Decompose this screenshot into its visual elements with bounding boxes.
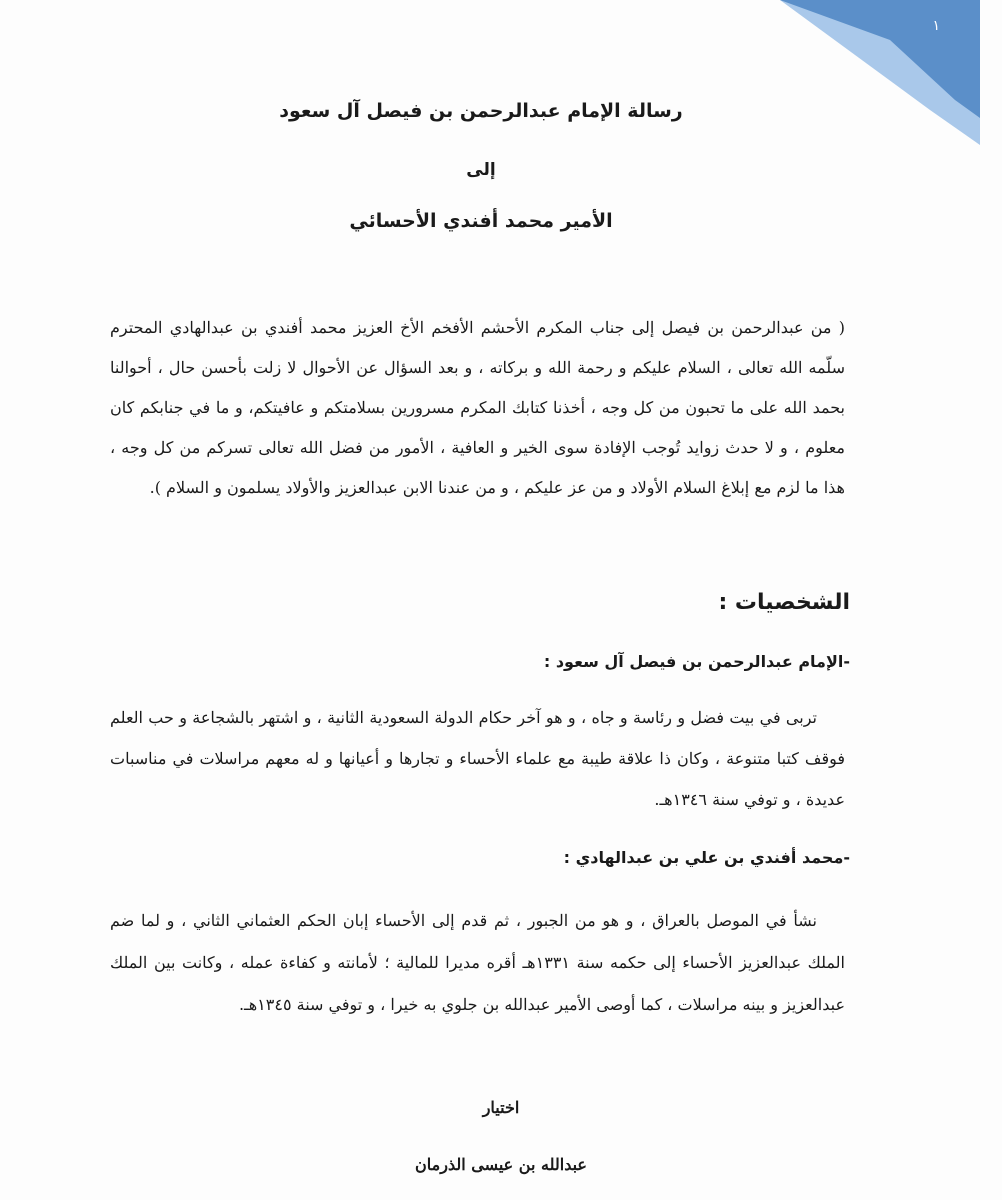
person2-name: -محمد أفندي بن علي بن عبدالهادي :: [563, 848, 850, 867]
person1-name: -الإمام عبدالرحمن بن فيصل آل سعود :: [543, 652, 850, 671]
selection-label: اختيار: [482, 1098, 520, 1117]
page-number: ١: [932, 18, 940, 34]
person2-bio: نشأ في الموصل بالعراق ، و هو من الجبور ، ثم قدم إلى الأحساء إبان الحكم العثماني الثاني ، و لما ضم الملك عبدالعزيز الأحساء إلى حكمه سنة ١٣٣١هـ أقره مديرا للمالية ؛ لأمانته و كفاءة عمله ، وكانت بين الملك عبدالعزيز و بينه مراسلات ، كما أوصى الأمير عبدالله بن جلوي به خيرا ، و توفي سنة ١٣٤٥هـ.: [110, 911, 846, 1014]
letter-title-to: إلى: [466, 160, 496, 180]
selection-author: عبدالله بن عيسى الذرمان: [415, 1155, 587, 1174]
person1-bio: تربى في بيت فضل و رئاسة و جاه ، و هو آخر حكام الدولة السعودية الثانية ، و اشتهر بالشجاعة و حب العلم فوقف كتبا متنوعة ، وكان ذا علاقة طيبة مع علماء الأحساء و تجارها و أعيانها و له معهم مراسلات في مناسبات عديدة ، و توفي سنة ١٣٤٦هـ.: [110, 708, 845, 809]
characters-heading: الشخصيات :: [718, 590, 850, 615]
page-corner-decoration: [780, 0, 980, 145]
letter-recipient: الأمير محمد أفندي الأحسائي: [349, 210, 613, 232]
letter-title: رسالة الإمام عبدالرحمن بن فيصل آل سعود: [279, 100, 683, 122]
letter-body: ( من عبدالرحمن بن فيصل إلى جناب المكرم الأحشم الأفخم الأخ العزيز محمد أفندي بن عبدالهادي المحترم سلّمه الله تعالى ، السلام عليكم و رحمة الله و بركاته ، و بعد السؤال عن الأحوال لا زلت بأحسن حال ، أحوالنا بحمد الله على ما تحبون من كل وجه ، أخذنا كتابك المكرم مسرورين بسلامتكم و عافيتكم، و ما في جنابكم كان معلوم ، و لا حدث زوايد تُوجب الإفادة سوى الخير و العافية ، الأمور من فضل الله تعالى تسركم من كل وجه ، هذا ما لزم مع إبلاغ السلام الأولاد و من عز عليكم ، و من عندنا الابن عبدالعزيز والأولاد يسلمون و السلام ).: [110, 318, 845, 497]
